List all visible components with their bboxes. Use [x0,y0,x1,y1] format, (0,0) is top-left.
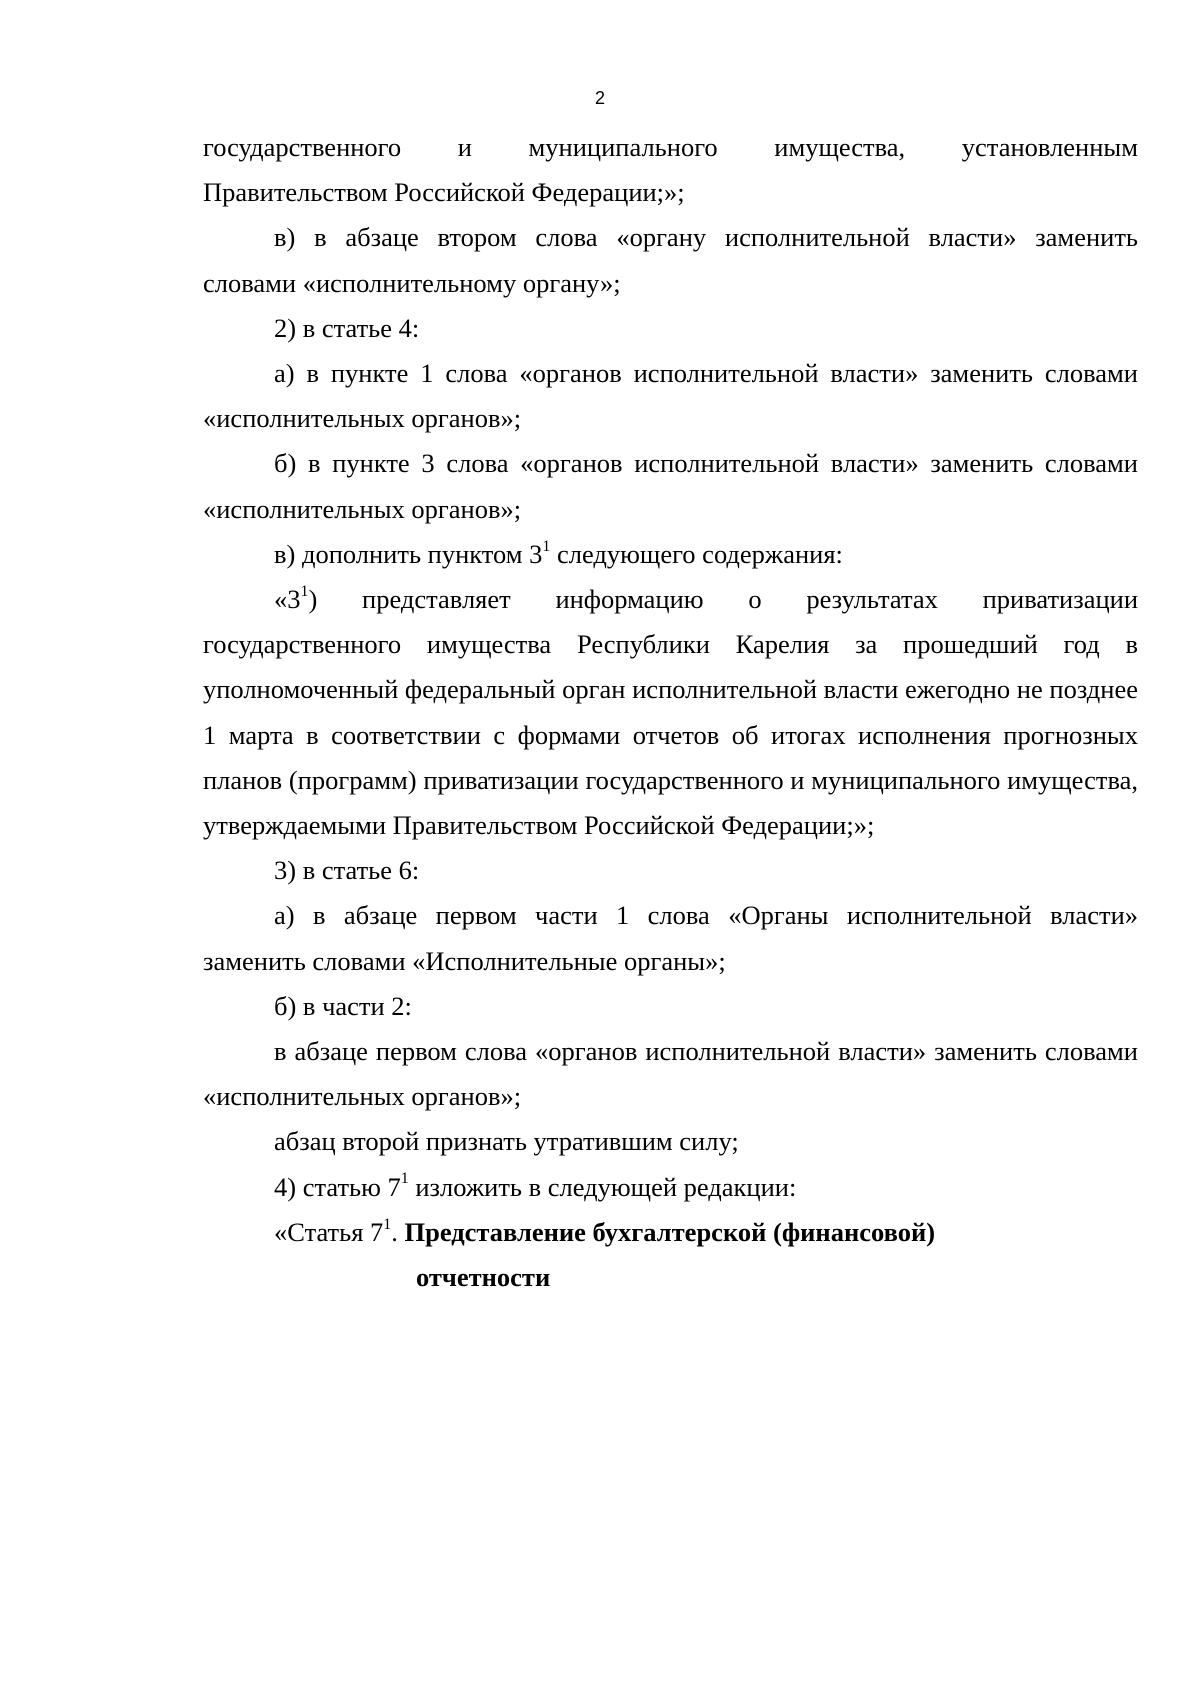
paragraph-abzac-second: абзац второй признать утратившим силу; [274,1126,739,1157]
paragraph-point-3-1 [203,577,1138,848]
article-heading [203,1210,1138,1255]
paragraph-item-b-art6: б) в части 2: [274,990,412,1021]
paragraph-item-v-add [203,532,1138,577]
paragraph-article-4: 2) в статье 4: [274,312,420,343]
superscript: 1 [300,582,309,600]
text: 4) статью 7 [274,1171,401,1202]
paragraph-article-7-1 [203,1165,1138,1210]
article-heading-continuation: отчетности [416,1262,551,1293]
text: «Статья 7 [274,1216,384,1247]
text: в) дополнить пунктом 3 [274,538,543,569]
document-body [203,125,1138,1300]
superscript: 1 [542,537,551,555]
page-number: 2 [594,88,605,108]
paragraph-article-6: 3) в статье 6: [274,855,420,886]
text: изложить в следующей редакции: [408,1171,797,1202]
paragraph-item-v: в) в абзаце втором слова «органу исполнительной власти» заменить словами «исполнительному органу»; [203,222,1138,298]
paragraph-item-a: а) в пункте 1 слова «органов исполнительной власти» заменить словами «исполнительных органов»; [203,358,1138,434]
paragraph-item-b: б) в пункте 3 слова «органов исполнительной власти» заменить словами «исполнительных органов»; [203,448,1138,524]
paragraph-abzac-first: в абзаце первом слова «органов исполнительной власти» заменить словами «исполнительных органов»; [203,1036,1138,1112]
text: ) представляет информацию о результатах приватизации государственного имущества Республики Карелия за прошедший год в уполномоченный федеральный орган исполнительной власти ежегодно не позднее 1 марта в соответствии с формами отчетов об итогах исполнения прогнозных планов (программ) приватизации государственного и муниципального имущества, утверждаемыми Правительством Российской Федерации;»; [203,584,1138,841]
text: следующего содержания: [550,538,843,569]
article-heading-title: Представление бухгалтерской (финансовой) [404,1216,936,1247]
text: . [391,1216,405,1247]
paragraph-continuation-line2: Правительством Российской Федерации;»; [203,177,685,208]
paragraph-continuation-line1: государственного и муниципального имущества, установленным [203,132,1138,162]
text: «3 [274,584,301,615]
superscript: 1 [400,1170,409,1188]
paragraph-item-a-art6: а) в абзаце первом части 1 слова «Органы исполнительной власти» заменить словами «Исполнительные органы»; [203,900,1138,976]
superscript: 1 [383,1215,392,1233]
